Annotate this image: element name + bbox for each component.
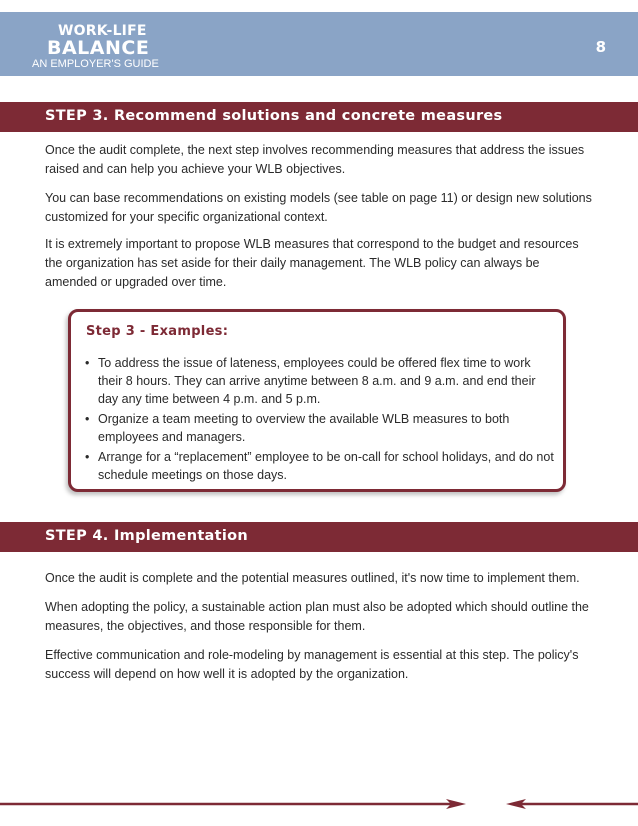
- step4-paragraph-2: When adopting the policy, a sustainable action plan must also be adopted which should outline the measures, the objectives, and those responsible for them.: [45, 600, 589, 633]
- step3-heading-bar: [0, 102, 638, 132]
- bullet-icon: •: [85, 356, 90, 370]
- logo-line-work-life: WORK-LIFE: [58, 23, 147, 39]
- list-item: [85, 448, 555, 484]
- bullet-icon: •: [85, 412, 90, 426]
- examples-callout-box: [68, 309, 566, 492]
- page-number: 8: [595, 38, 606, 56]
- list-item: [85, 410, 555, 446]
- step4-paragraph-1: Once the audit is complete and the potential measures outlined, it's now time to implement them.: [45, 571, 580, 585]
- examples-list: [85, 354, 555, 486]
- step4-heading-bar: [0, 522, 638, 552]
- logo-line-balance: BALANCE: [47, 37, 150, 59]
- bullet-icon: •: [85, 450, 90, 464]
- step4-paragraph-3: Effective communication and role-modeling by management is essential at this step. The policy's success will depend on how well it is adopted by the organization.: [45, 648, 579, 681]
- list-item-text: Organize a team meeting to overview the available WLB measures to both employees and managers.: [98, 412, 510, 444]
- guide-logo: [32, 23, 166, 70]
- step3-heading: STEP 3. Recommend solutions and concrete measures: [45, 108, 503, 124]
- examples-title: Step 3 - Examples:: [86, 324, 229, 339]
- list-item: [85, 354, 555, 408]
- step4-heading: STEP 4. Implementation: [45, 528, 249, 544]
- step3-paragraph-2: You can base recommendations on existing models (see table on page 11) or design new solutions customized for your specific organizational context.: [45, 191, 592, 224]
- page-header: [0, 12, 638, 76]
- footer-arrows: [0, 796, 638, 812]
- step3-paragraph-1: Once the audit complete, the next step involves recommending measures that address the issues raised and can help you achieve your WLB objectives.: [45, 143, 585, 176]
- list-item-text: Arrange for a “replacement” employee to be on-call for school holidays, and do not schedule meetings on those days.: [98, 450, 554, 482]
- list-item-text: To address the issue of lateness, employees could be offered flex time to work their 8 hours. They can arrive anytime between 8 a.m. and 9 a.m. and end their day any time between 4 p.m. and 5 p.m.: [98, 356, 536, 406]
- logo-line-subtitle: AN EMPLOYER'S GUIDE: [32, 58, 159, 70]
- step3-paragraph-3: It is extremely important to propose WLB measures that correspond to the budget and resources the organization has set aside for their daily management. The WLB policy can always be amended or upgraded over time.: [45, 237, 579, 289]
